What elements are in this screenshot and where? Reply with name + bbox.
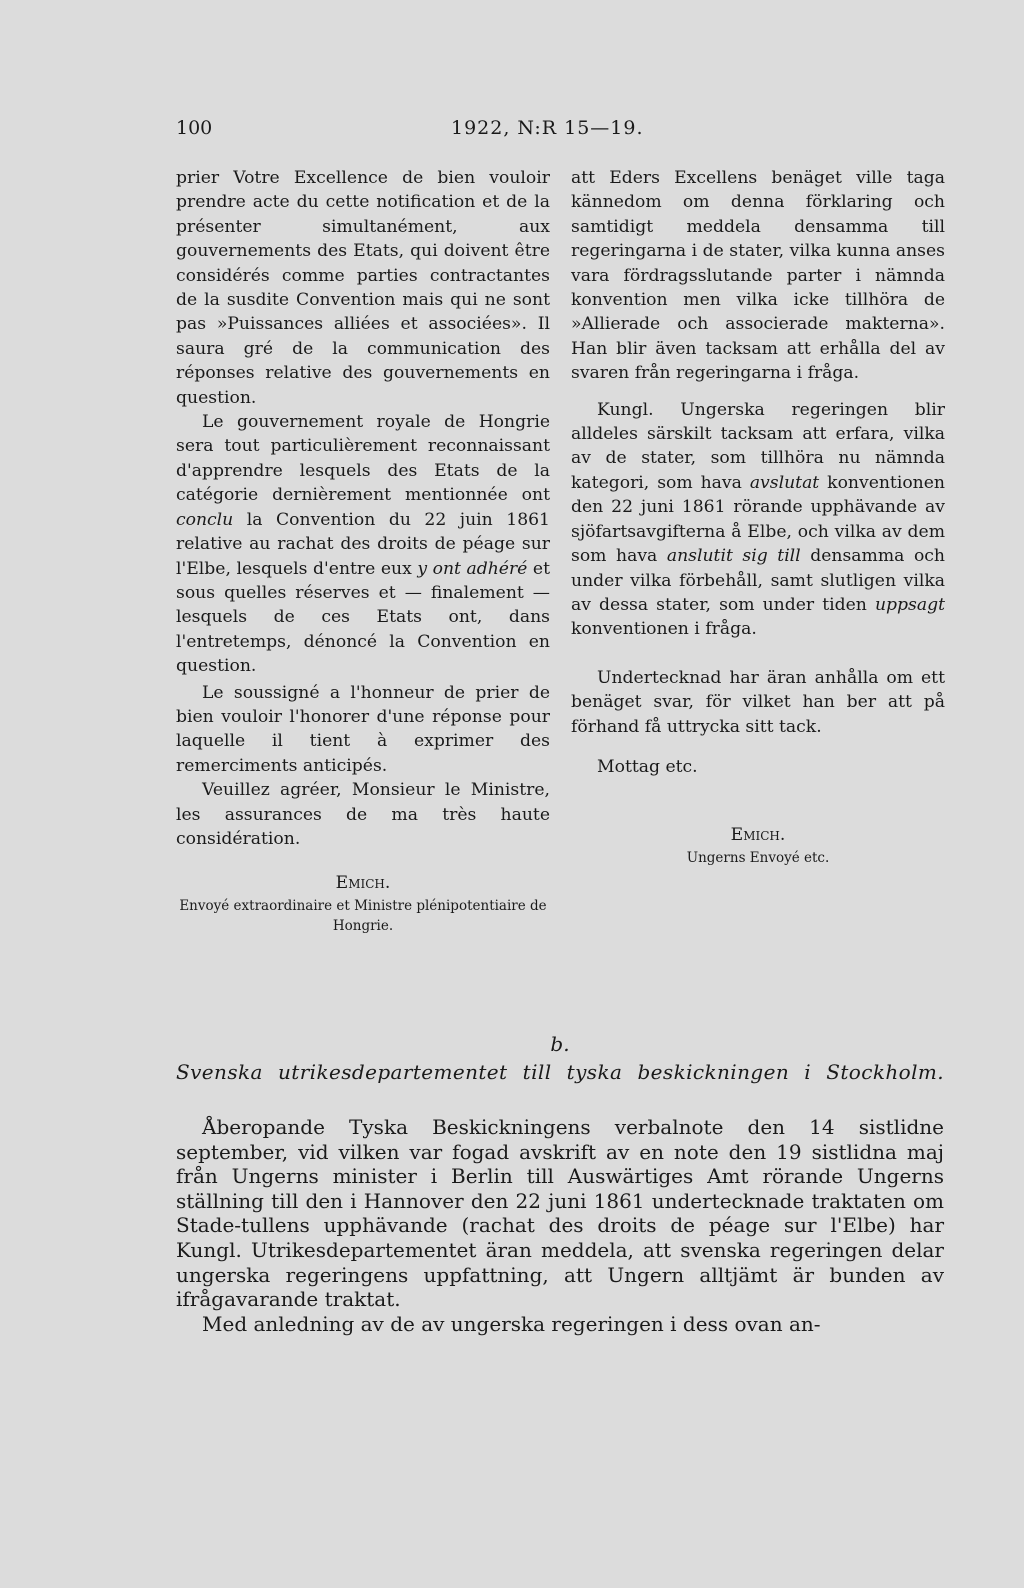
section-letter: b. xyxy=(550,1032,570,1056)
page-header xyxy=(176,117,944,147)
french-paragraph-2 xyxy=(176,410,550,678)
text-run: la Convention du 22 juin 1861 relative au rachat des droits de péage sur l'Elbe, lesquels d'entre eux xyxy=(176,509,550,579)
swedish-paragraph-2 xyxy=(571,398,945,642)
document-reference: 1922, N:R 15—19. xyxy=(451,117,644,139)
text-run: et sous quelles réserves et — finalement — lesquels de ces Etats ont, dans l'entretemps, dénoncé la Convention en question. xyxy=(176,558,550,677)
french-signature-title: Envoyé extraordinaire et Ministre plénipotentiaire de Hongrie. xyxy=(179,897,547,934)
section-title: Svenska utrikesdepartementet till tyska beskickningen i Stockholm. xyxy=(176,1060,944,1084)
body-paragraph-1: Åberopande Tyska Beskickningens verbalnote den 14 sistlidne september, vid vilken var fogad avskrift av en note den 19 sistlidna maj från Ungerns minister i Berlin till Auswärtiges Amt rörande Ungerns ställning till den i Hannover den 22 juni 1861 undertecknade traktaten om Stade-tullens upphävande (rachat des droits de péage sur l'Elbe) har Kungl. Utrikesdepartementet äran meddela, att svenska regeringen delar ungerska regeringens uppfattning, att Ungern alltjämt är bunden av ifrågavarande traktat. xyxy=(176,1115,944,1312)
emphasis: uppsagt xyxy=(874,594,945,615)
emphasis: conclu xyxy=(176,509,234,530)
page-number: 100 xyxy=(176,117,213,139)
swedish-paragraph-3: Undertecknad har äran anhålla om ett benäget svar, för vilket han ber att på förhand få uttrycka sitt tack. xyxy=(571,667,945,737)
text-run: Le gouvernement royale de Hongrie sera tout particulièrement reconnaissant d'apprendre lesquels des Etats de la catégorie dernièrement mentionnée ont xyxy=(176,412,550,506)
french-signature: Emich. xyxy=(335,873,391,894)
emphasis: anslutit sig till xyxy=(666,546,801,567)
text-run: densamma och under vilka förbehåll, samt slutligen vilka av dessa stater, som under tiden xyxy=(571,546,945,615)
french-paragraph-1: prier Votre Excellence de bien vouloir prendre acte du cette notification et de la présenter simultanément, aux gouvernements des Etats, qui doivent être considérés comme parties contractantes de la susdite Convention mais qui ne sont pas »Puissances alliées et associées». Il saura gré de la communication des réponses relative des gouvernements en question. xyxy=(176,168,550,408)
swedish-paragraph-4: Mottag etc. xyxy=(597,756,698,777)
text-run: konventionen den 22 juni 1861 rörande upphävande av sjöfartsavgifterna å Elbe, och vilka av dem som hava xyxy=(571,472,945,567)
french-paragraph-4: Veuillez agréer, Monsieur le Ministre, les assurances de ma très haute considération. xyxy=(176,780,550,849)
french-column xyxy=(176,166,550,936)
french-paragraph-3: Le soussigné a l'honneur de prier de bien vouloir l'honorer d'une réponse pour laquelle il tient à exprimer des remerciments anticipés. xyxy=(176,682,550,776)
swedish-signature: Emich. xyxy=(730,825,786,846)
emphasis: y ont adhéré xyxy=(417,558,528,579)
body-paragraph-2: Med anledning av de av ungerska regeringen i dess ovan an- xyxy=(202,1311,821,1336)
swedish-paragraph-1: att Eders Excellens benäget ville taga kännedom om denna förklaring och samtidigt meddela densamma till regeringarna i de stater, vilka kunna anses vara fördragsslutande parter i nämnda konvention men vilka icke tillhöra de »Allierade och associerade makterna». Han blir även tacksam att erhålla del av svaren från regeringarna i fråga. xyxy=(571,168,945,384)
body-text xyxy=(176,1115,944,1336)
text-run: Kungl. Ungerska regeringen blir alldeles särskilt tacksam att erfara, vilka av de stater, som tillhöra nu nämnda kategori, som hava xyxy=(571,399,945,493)
text-run: konventionen i fråga. xyxy=(571,619,757,640)
swedish-signature-title: Ungerns Envoyé etc. xyxy=(686,849,830,866)
emphasis: avslutat xyxy=(749,472,820,493)
swedish-column xyxy=(571,166,945,868)
